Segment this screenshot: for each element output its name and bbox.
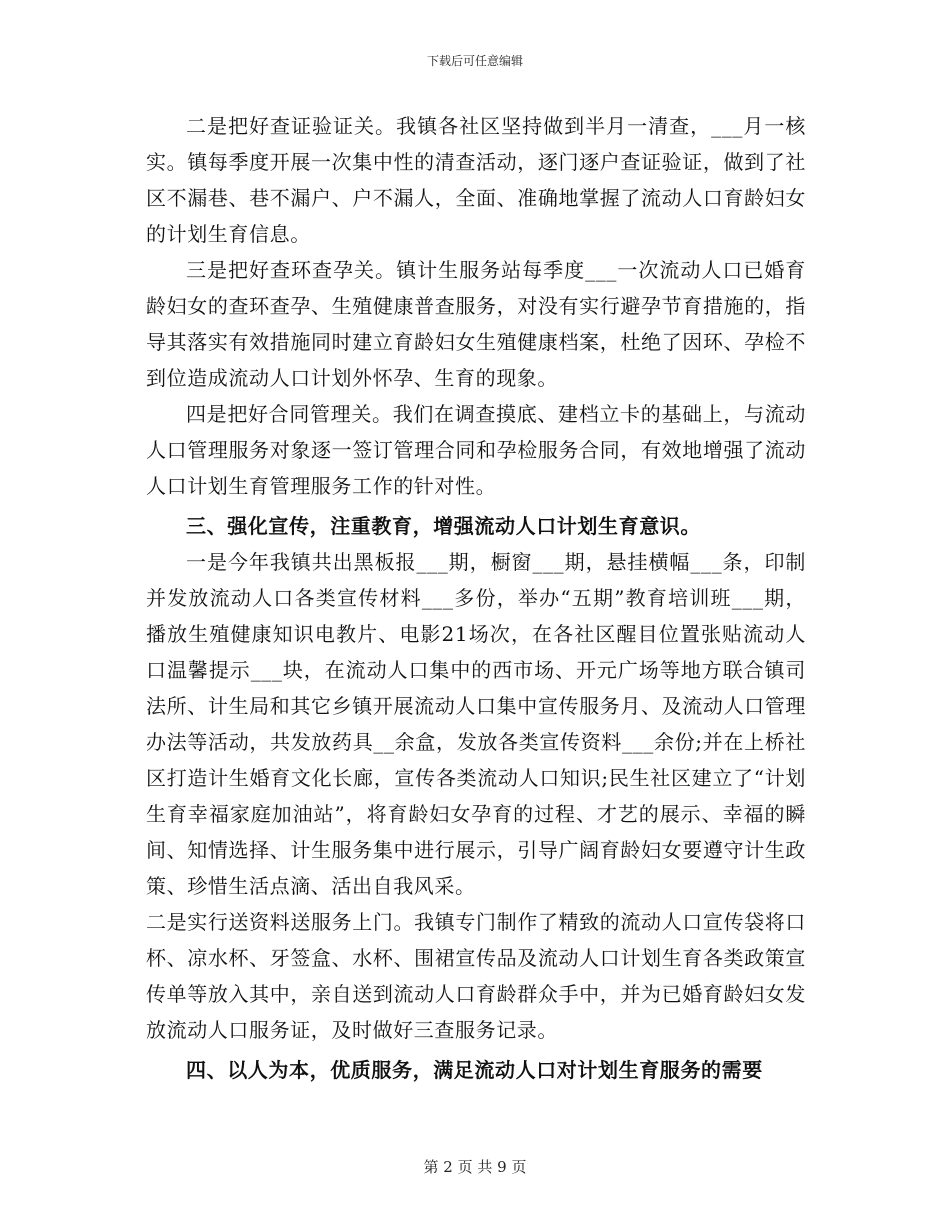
section-heading-3: 三、强化宣传，注重教育，增强流动人口计划生育意识。 (186, 514, 701, 538)
paragraph-publicity: 一是今年我镇共出黑板报___期，橱窗___期，悬挂横幅___条，印制并发放流动人口各类宣传材料___多份，举办“五期”教育培训班___期，播放生殖健康知识电教片、电影21场次，在各社区醒目位置张贴流动人口温馨提示___块，在流动人口集中的西市场、开元广场等地方联合镇司法所、计生局和其它乡镇开展流动人口集中宣传服务月、及流动人口管理办法等活动，共发放药具__余盒，发放各类宣传资料___余份;并在上桥社区打造计生婚育文化长廊，宣传各类流动人口知识;民生社区建立了“计划生育幸福家庭加油站”，将育龄妇女孕育的过程、才艺的展示、幸福的瞬间、知情选择、计生服务集中进行展示，引导广阔育龄妇女要遵守计生政策、珍惜生活点滴、活出自我风采。 (146, 550, 806, 898)
paragraph-contract: 四是把好合同管理关。我们在调查摸底、建档立卡的基础上，与流动人口管理服务对象逐一签订管理合同和孕检服务合同，有效地增强了流动人口计划生育管理服务工作的针对性。 (146, 402, 806, 498)
paragraph-door-service: 二是实行送资料送服务上门。我镇专门制作了精致的流动人口宣传袋将口杯、凉水杯、牙签盒、水杯、围裙宣传品及流动人口计划生育各类政策宣传单等放入其中，亲自送到流动人口育龄群众手中，并为已婚育龄妇女发放流动人口服务证，及时做好三查服务记录。 (146, 910, 806, 1042)
paragraph-verification: 二是把好查证验证关。我镇各社区坚持做到半月一清查，___月一核实。镇每季度开展一次集中性的清查活动，逐门逐户查证验证，做到了社区不漏巷、巷不漏户、户不漏人，全面、准确地掌握了流动人口育龄妇女的计划生育信息。 (146, 114, 806, 246)
paragraph-checkup: 三是把好查环查孕关。镇计生服务站每季度___一次流动人口已婚育龄妇女的查环查孕、生殖健康普查服务，对没有实行避孕节育措施的，指导其落实有效措施同时建立育龄妇女生殖健康档案，杜绝了因环、孕检不到位造成流动人口计划外怀孕、生育的现象。 (146, 258, 806, 390)
page-header: 下载后可任意编辑 (426, 54, 523, 68)
page-footer: 第 2 页 共 9 页 (423, 1158, 527, 1176)
document-body (146, 108, 806, 1088)
section-heading-4: 四、以人为本，优质服务，满足流动人口对计划生育服务的需要 (186, 1058, 763, 1082)
